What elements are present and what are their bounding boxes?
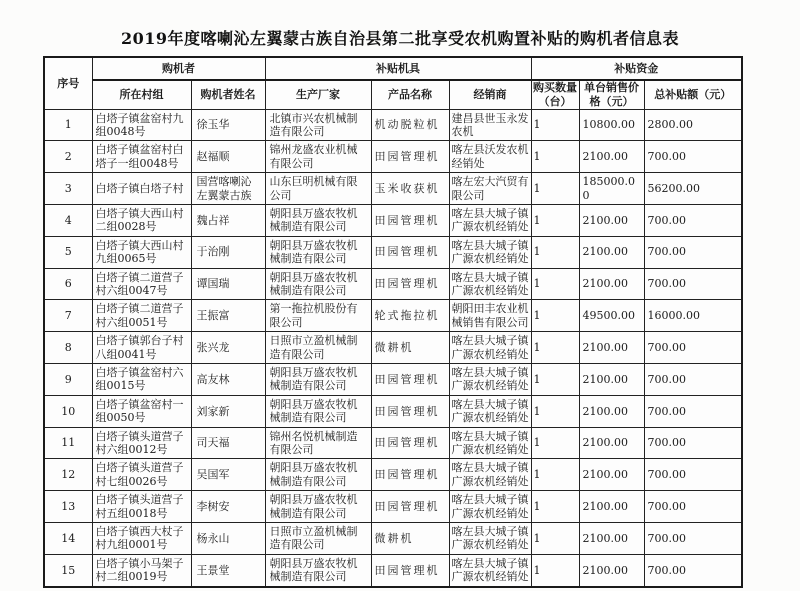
unit-price-cell: 2100.00: [579, 141, 644, 173]
village-group-cell: 白塔子镇盆窑村九组0048号: [92, 109, 191, 141]
dealer-cell: 喀左县大城子镇广源农机经销处: [449, 268, 531, 300]
product-name-cell: 微耕机: [371, 332, 449, 364]
product-name-cell: 田园管理机: [371, 268, 449, 300]
village-group-cell: 白塔子镇头道营子村七组0026号: [92, 459, 191, 491]
header-group-row: [44, 57, 742, 80]
dealer-cell: 喀左宏大汽贸有限公司: [449, 173, 531, 205]
dealer-cell: 朝阳田丰农业机械销售有限公司: [449, 300, 531, 332]
quantity-cell: 1: [531, 459, 579, 491]
serial-cell: 3: [44, 173, 92, 205]
subsidy-total-cell: 700.00: [644, 395, 742, 427]
buyer-name-cell: 于治刚: [191, 236, 265, 268]
serial-cell: 2: [44, 141, 92, 173]
buyer-name-cell: 谭国瑞: [191, 268, 265, 300]
quantity-cell: 1: [531, 554, 579, 586]
village-group-cell: 白塔子镇头道营子村六组0012号: [92, 427, 191, 459]
product-name-cell: 田园管理机: [371, 364, 449, 396]
dealer-cell: 喀左县大城子镇广源农机经销处: [449, 395, 531, 427]
table-header: [44, 57, 742, 109]
unit-price-cell: 2100.00: [579, 364, 644, 396]
unit-price-cell: 2100.00: [579, 491, 644, 523]
product-name-cell: 田园管理机: [371, 554, 449, 586]
product-name-cell: 田园管理机: [371, 427, 449, 459]
serial-cell: 5: [44, 236, 92, 268]
manufacturer-cell: 朝阳县万盛农牧机械制造有限公司: [265, 491, 371, 523]
serial-cell: 12: [44, 459, 92, 491]
table-row: [44, 268, 742, 300]
buyer-name-cell: 李树安: [191, 491, 265, 523]
dealer-cell: 喀左县大城子镇广源农机经销处: [449, 523, 531, 555]
header-manufacturer: 生产厂家: [265, 80, 371, 109]
unit-price-cell: 10800.00: [579, 109, 644, 141]
buyer-name-cell: 高友林: [191, 364, 265, 396]
table-row: [44, 141, 742, 173]
manufacturer-cell: 锦州名悦机械制造有限公司: [265, 427, 371, 459]
dealer-cell: 喀左县大城子镇广源农机经销处: [449, 427, 531, 459]
subsidy-total-cell: 700.00: [644, 236, 742, 268]
subsidy-total-cell: 700.00: [644, 364, 742, 396]
product-name-cell: 田园管理机: [371, 141, 449, 173]
village-group-cell: 白塔子镇盆窑村一组0050号: [92, 395, 191, 427]
page-title: 2019年度喀喇沁左翼蒙古族自治县第二批享受农机购置补贴的购机者信息表: [120, 29, 680, 48]
product-name-cell: 轮式拖拉机: [371, 300, 449, 332]
unit-price-cell: 49500.00: [579, 300, 644, 332]
header-group-buyer: 购机者: [92, 57, 265, 80]
quantity-cell: 1: [531, 109, 579, 141]
table-row: [44, 523, 742, 555]
manufacturer-cell: 朝阳县万盛农牧机械制造有限公司: [265, 364, 371, 396]
table-row: [44, 364, 742, 396]
table-row: [44, 173, 742, 205]
buyer-name-cell: 司天福: [191, 427, 265, 459]
table-row: [44, 459, 742, 491]
subsidy-total-cell: 700.00: [644, 554, 742, 586]
product-name-cell: 田园管理机: [371, 491, 449, 523]
village-group-cell: 白塔子镇二道营子村六组0051号: [92, 300, 191, 332]
subsidy-table: [43, 56, 743, 588]
header-village-group: 所在村组: [92, 80, 191, 109]
serial-cell: 9: [44, 364, 92, 396]
quantity-cell: 1: [531, 427, 579, 459]
quantity-cell: 1: [531, 491, 579, 523]
header-subsidy-total: 总补贴额（元）: [644, 80, 742, 109]
village-group-cell: 白塔子镇白塔子村: [92, 173, 191, 205]
buyer-name-cell: 王景堂: [191, 554, 265, 586]
dealer-cell: 喀左县大城子镇广源农机经销处: [449, 459, 531, 491]
header-sub-row: [44, 80, 742, 109]
manufacturer-cell: 第一拖拉机股份有限公司: [265, 300, 371, 332]
table-row: [44, 300, 742, 332]
serial-cell: 13: [44, 491, 92, 523]
buyer-name-cell: 赵福顺: [191, 141, 265, 173]
serial-cell: 14: [44, 523, 92, 555]
quantity-cell: 1: [531, 523, 579, 555]
quantity-cell: 1: [531, 364, 579, 396]
buyer-name-cell: 王振富: [191, 300, 265, 332]
dealer-cell: 喀左县大城子镇广源农机经销处: [449, 236, 531, 268]
unit-price-cell: 185000.00: [579, 173, 644, 205]
dealer-cell: 喀左县大城子镇广源农机经销处: [449, 204, 531, 236]
product-name-cell: 机动脱粒机: [371, 109, 449, 141]
unit-price-cell: 2100.00: [579, 204, 644, 236]
serial-cell: 6: [44, 268, 92, 300]
dealer-cell: 喀左县大城子镇广源农机经销处: [449, 332, 531, 364]
buyer-name-cell: 张兴龙: [191, 332, 265, 364]
quantity-cell: 1: [531, 204, 579, 236]
dealer-cell: 建昌县世玉永发农机: [449, 109, 531, 141]
table-row: [44, 491, 742, 523]
village-group-cell: 白塔子镇大西山村九组0065号: [92, 236, 191, 268]
serial-cell: 8: [44, 332, 92, 364]
serial-cell: 10: [44, 395, 92, 427]
manufacturer-cell: 日照市立盈机械制造有限公司: [265, 523, 371, 555]
unit-price-cell: 2100.00: [579, 236, 644, 268]
dealer-cell: 喀左县大城子镇广源农机经销处: [449, 364, 531, 396]
serial-cell: 1: [44, 109, 92, 141]
subsidy-total-cell: 700.00: [644, 491, 742, 523]
serial-cell: 11: [44, 427, 92, 459]
village-group-cell: 白塔子镇头道营子村五组0018号: [92, 491, 191, 523]
village-group-cell: 白塔子镇二道营子村六组0047号: [92, 268, 191, 300]
village-group-cell: 白塔子镇小马架子村二组0019号: [92, 554, 191, 586]
subsidy-total-cell: 2800.00: [644, 109, 742, 141]
unit-price-cell: 2100.00: [579, 523, 644, 555]
subsidy-total-cell: 700.00: [644, 204, 742, 236]
header-group-machine: 补贴机具: [265, 57, 531, 80]
serial-cell: 15: [44, 554, 92, 586]
header-quantity: 购买数量（台）: [533, 81, 577, 108]
product-name-cell: 田园管理机: [371, 236, 449, 268]
buyer-name-cell: 吴国军: [191, 459, 265, 491]
buyer-name-cell: 徐玉华: [191, 109, 265, 141]
buyer-name-cell: 魏占祥: [191, 204, 265, 236]
quantity-cell: 1: [531, 300, 579, 332]
subsidy-total-cell: 700.00: [644, 268, 742, 300]
product-name-cell: 田园管理机: [371, 204, 449, 236]
subsidy-total-cell: 700.00: [644, 427, 742, 459]
unit-price-cell: 2100.00: [579, 395, 644, 427]
table-row: [44, 109, 742, 141]
subsidy-total-cell: 700.00: [644, 332, 742, 364]
buyer-name-cell: 杨永山: [191, 523, 265, 555]
product-name-cell: 田园管理机: [371, 459, 449, 491]
quantity-cell: 1: [531, 268, 579, 300]
header-dealer: 经销商: [449, 80, 531, 109]
manufacturer-cell: 锦州龙盛农业机械有限公司: [265, 141, 371, 173]
unit-price-cell: 2100.00: [579, 459, 644, 491]
header-buyer-name: 购机者姓名: [191, 80, 265, 109]
quantity-cell: 1: [531, 332, 579, 364]
quantity-cell: 1: [531, 141, 579, 173]
header-unit-price: 单台销售价格（元）: [579, 80, 644, 109]
dealer-cell: 喀左县大城子镇广源农机经销处: [449, 554, 531, 586]
manufacturer-cell: 朝阳县万盛农牧机械制造有限公司: [265, 236, 371, 268]
table-row: [44, 204, 742, 236]
buyer-name-cell: 国营喀喇沁左翼蒙古族: [191, 173, 265, 205]
village-group-cell: 白塔子镇西大杖子村九组0001号: [92, 523, 191, 555]
quantity-cell: 1: [531, 236, 579, 268]
quantity-cell: 1: [531, 173, 579, 205]
header-product-name: 产品名称: [371, 80, 449, 109]
dealer-cell: 喀左县沃发农机经销处: [449, 141, 531, 173]
header-group-subsidy: 补贴资金: [531, 57, 742, 80]
serial-cell: 7: [44, 300, 92, 332]
table-row: [44, 427, 742, 459]
village-group-cell: 白塔子镇大西山村二组0028号: [92, 204, 191, 236]
dealer-cell: 喀左县大城子镇广源农机经销处: [449, 491, 531, 523]
unit-price-cell: 2100.00: [579, 268, 644, 300]
manufacturer-cell: 朝阳县万盛农牧机械制造有限公司: [265, 459, 371, 491]
table-body: [44, 109, 742, 587]
product-name-cell: 田园管理机: [371, 395, 449, 427]
village-group-cell: 白塔子镇郭台子村八组0041号: [92, 332, 191, 364]
product-name-cell: 微耕机: [371, 523, 449, 555]
manufacturer-cell: 山东巨明机械有限公司: [265, 173, 371, 205]
manufacturer-cell: 北镇市兴农机械制造有限公司: [265, 109, 371, 141]
quantity-cell: 1: [531, 395, 579, 427]
subsidy-total-cell: 700.00: [644, 459, 742, 491]
table-row: [44, 554, 742, 586]
village-group-cell: 白塔子镇盆窑村六组0015号: [92, 364, 191, 396]
manufacturer-cell: 朝阳县万盛农牧机械制造有限公司: [265, 268, 371, 300]
subsidy-total-cell: 700.00: [644, 523, 742, 555]
village-group-cell: 白塔子镇盆窑村白塔子一组0048号: [92, 141, 191, 173]
buyer-name-cell: 刘家新: [191, 395, 265, 427]
subsidy-total-cell: 16000.00: [644, 300, 742, 332]
table-row: [44, 236, 742, 268]
subsidy-total-cell: 700.00: [644, 141, 742, 173]
serial-cell: 4: [44, 204, 92, 236]
manufacturer-cell: 朝阳县万盛农牧机械制造有限公司: [265, 395, 371, 427]
header-serial: 序号: [44, 57, 92, 109]
unit-price-cell: 2100.00: [579, 427, 644, 459]
table-row: [44, 332, 742, 364]
unit-price-cell: 2100.00: [579, 332, 644, 364]
product-name-cell: 玉米收获机: [371, 173, 449, 205]
manufacturer-cell: 朝阳县万盛农牧机械制造有限公司: [265, 554, 371, 586]
subsidy-total-cell: 56200.00: [644, 173, 742, 205]
manufacturer-cell: 日照市立盈机械制造有限公司: [265, 332, 371, 364]
table-row: [44, 395, 742, 427]
unit-price-cell: 2100.00: [579, 554, 644, 586]
manufacturer-cell: 朝阳县万盛农牧机械制造有限公司: [265, 204, 371, 236]
